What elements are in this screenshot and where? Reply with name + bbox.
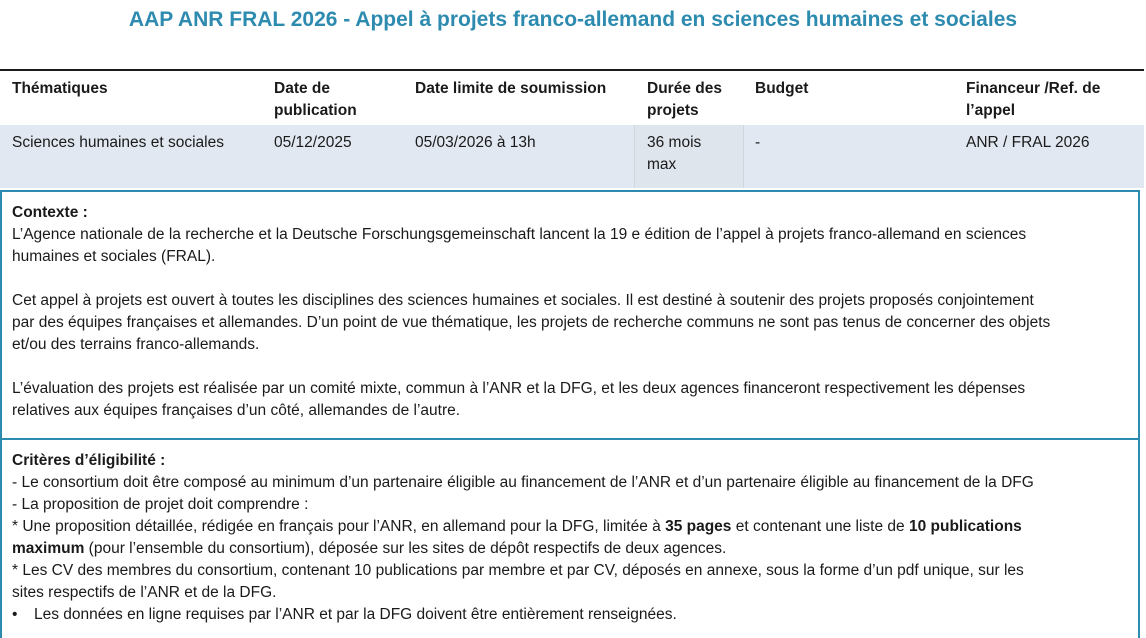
- cell-thematiques: Sciences humaines et sociales: [12, 134, 224, 151]
- criteres-line-donnees: • Les données en ligne requises par l’ANR et par la DFG doivent être entièrement renseignées.: [12, 604, 1138, 626]
- criteres-line-proposition: - La proposition de projet doit comprendre :: [12, 496, 309, 513]
- header-budget: Budget: [755, 80, 809, 97]
- header-financeur: Financeur /Ref. de l’appel: [966, 80, 1101, 119]
- header-duree: Durée des projets: [647, 80, 722, 119]
- criteres-heading: Critères d’éligibilité :: [12, 452, 166, 469]
- header-thematiques: Thématiques: [12, 80, 108, 97]
- criteres-section: [0, 438, 1140, 638]
- criteres-line-consortium: - Le consortium doit être composé au minimum d’un partenaire éligible au financement de l’ANR et d’un partenaire éligible au financement de la DFG: [12, 474, 1034, 491]
- header-date-limite: Date limite de soumission: [415, 80, 607, 97]
- bullet-icon: •: [12, 606, 18, 623]
- cell-date-limite: 05/03/2026 à 13h: [415, 134, 536, 151]
- cell-financeur: ANR / FRAL 2026: [966, 134, 1090, 151]
- contexte-paragraph-3: L’évaluation des projets est réalisée par un comité mixte, commun à l’ANR et la DFG, et les deux agences financeront respectivement les dépenses relatives aux équipes françaises d’un côté, allemandes de l’autre.: [12, 380, 1026, 419]
- table-header-row: [0, 69, 1144, 127]
- header-date-publication: Date de publication: [274, 80, 357, 119]
- contexte-section: [0, 190, 1140, 438]
- criteres-line-cv: * Les CV des membres du consortium, contenant 10 publications par membre et par CV, déposés en annexe, sous la forme d’un pdf unique, sur les sites respectifs de l’ANR et de la DFG.: [12, 562, 1024, 601]
- contexte-paragraph-1: L’Agence nationale de la recherche et la Deutsche Forschungsgemeinschaft lancent la 19 e édition de l’appel à projets franco-allemand en sciences humaines et sociales (FRAL).: [12, 226, 1027, 265]
- cell-budget: -: [755, 134, 761, 151]
- page-title: AAP ANR FRAL 2026 - Appel à projets franco-allemand en sciences humaines et sociales: [128, 8, 1018, 31]
- cell-date-publication: 05/12/2025: [274, 134, 352, 151]
- table-row: [0, 125, 1144, 188]
- cell-duree: 36 mois max: [647, 134, 702, 173]
- contexte-heading: Contexte :: [12, 204, 88, 221]
- criteres-line-detaillee: * Une proposition détaillée, rédigée en français pour l’ANR, en allemand pour la DFG, limitée à 35 pages et contenant une liste de 10 publications maximum (pour l’ensemble du consortium), déposée sur les sites de dépôt respectifs de deux agences.: [12, 518, 1022, 557]
- contexte-paragraph-2: Cet appel à projets est ouvert à toutes les disciplines des sciences humaines et sociales. Il est destiné à soutenir des projets proposés conjointement par des équipes françaises et allemandes. D’un point de vue thématique, les projets de recherche communs ne sont pas tenus de concerner des objets et/ou des terrains franco-allemands.: [12, 292, 1051, 353]
